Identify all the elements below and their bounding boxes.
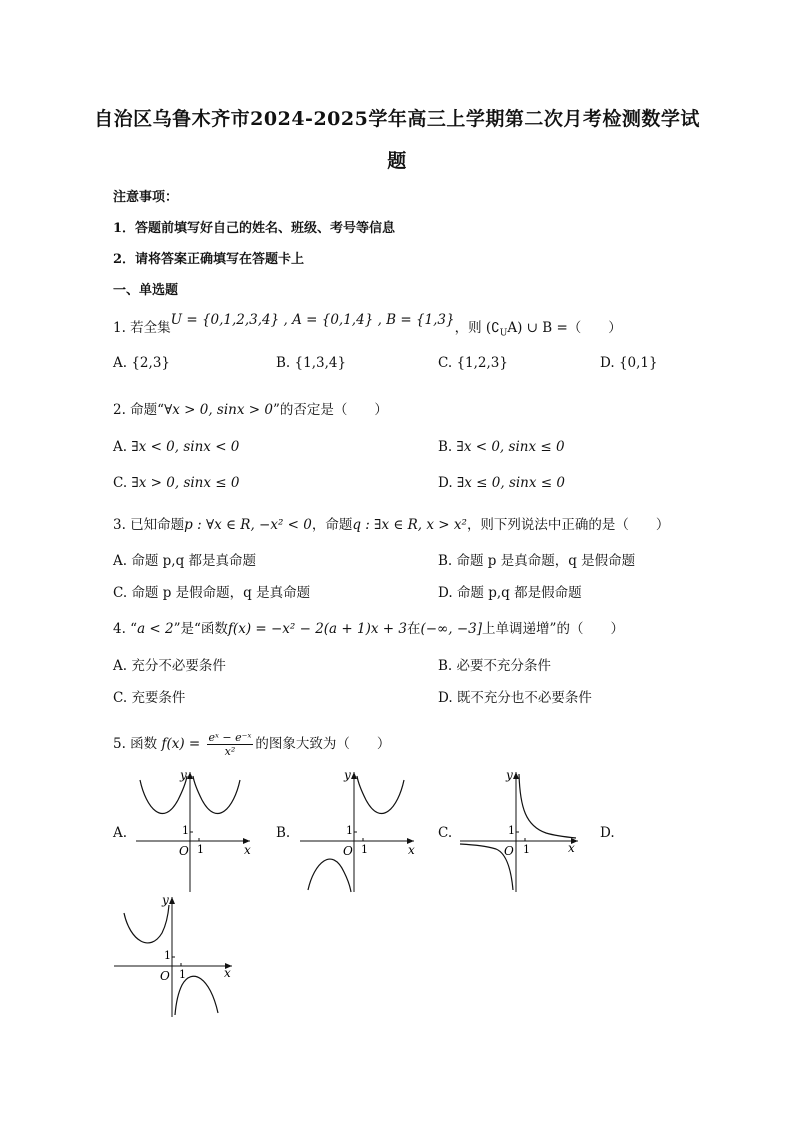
- q5-option-c-label[interactable]: C.: [438, 825, 453, 841]
- q2-option-c[interactable]: [113, 475, 239, 491]
- option-label: B.: [438, 439, 453, 455]
- curve-left: [124, 905, 169, 943]
- q1-option-a[interactable]: [113, 355, 170, 371]
- q5-b: 的图象大致为（ ）: [255, 736, 391, 752]
- graph-a[interactable]: [128, 768, 256, 894]
- q1-sets: U = {0,1,2,3,4} , A = {0,1,4} , B = {1,3}: [170, 312, 455, 328]
- q4-interval: (−∞, −3]: [420, 621, 483, 637]
- curve-right: [357, 776, 404, 813]
- y-arrow-icon: [513, 772, 519, 779]
- option-text: 充要条件: [131, 690, 186, 706]
- option-label: A.: [113, 355, 128, 371]
- option-label: A.: [113, 658, 128, 674]
- curve-left: [308, 859, 351, 892]
- option-label: C.: [113, 585, 128, 601]
- q4-a: 4. “: [113, 621, 138, 637]
- option-text: 既不充分也不必要条件: [456, 690, 592, 706]
- q3-c: ，则下列说法中正确的是（ ）: [466, 517, 670, 533]
- y-arrow-icon: [187, 772, 193, 779]
- q5-option-b-label[interactable]: B.: [276, 825, 291, 841]
- y-label: y: [162, 893, 169, 907]
- exam-title-line2: 题: [387, 150, 407, 172]
- q2-option-a[interactable]: [113, 439, 239, 455]
- q2-prefix: 2. 命题“: [113, 402, 165, 418]
- x-one-label: 1: [523, 843, 530, 856]
- q4-option-b[interactable]: [438, 654, 551, 674]
- notice-heading: 注意事项：: [113, 190, 179, 205]
- q4-func: f(x) = −x² − 2(a + 1)x + 3: [227, 621, 407, 637]
- graph-c[interactable]: [456, 768, 584, 894]
- option-text: {2,3}: [131, 355, 170, 371]
- origin-label: O: [160, 969, 170, 983]
- x-label: x: [408, 843, 415, 857]
- question-4-stem: [113, 617, 624, 637]
- q4-d: 上单调递增”的（ ）: [482, 621, 624, 637]
- exam-title-line1: 自治区乌鲁木齐市2024-2025学年高三上学期第二次月考检测数学试: [94, 108, 700, 130]
- option-text: 命题 p,q 都是假命题: [456, 585, 582, 601]
- notice-item-1: 1．答题前填写好自己的姓名、班级、考号等信息: [113, 221, 396, 236]
- option-label: D.: [600, 355, 615, 371]
- q3-a: 3. 已知命题: [113, 517, 185, 533]
- option-label: D.: [438, 585, 453, 601]
- option-text: ∃x < 0, sinx ≤ 0: [456, 439, 565, 455]
- option-text: 必要不充分条件: [456, 658, 552, 674]
- option-label: C.: [113, 690, 128, 706]
- option-text: 命题 p 是假命题，q 是真命题: [131, 585, 311, 601]
- q2-math: ∀x > 0, sinx > 0: [164, 402, 273, 418]
- q3-option-d[interactable]: [438, 581, 582, 601]
- q2-option-b[interactable]: [438, 439, 565, 455]
- x-label: x: [244, 843, 251, 857]
- option-label: D.: [438, 690, 453, 706]
- x-one-label: 1: [197, 843, 204, 856]
- q3-option-a[interactable]: [113, 549, 256, 569]
- q1-prefix: 1. 若全集: [113, 320, 171, 336]
- q5-fraction: [207, 731, 254, 758]
- q4-option-d[interactable]: [438, 686, 592, 706]
- option-text: 充分不必要条件: [131, 658, 226, 674]
- option-label: B.: [438, 553, 453, 569]
- y-label: y: [506, 768, 513, 782]
- y-one-label: 1: [182, 824, 189, 837]
- option-label: B.: [438, 658, 453, 674]
- y-label: y: [344, 768, 351, 782]
- option-text: ∃x ≤ 0, sinx ≤ 0: [456, 475, 565, 491]
- q4-cond: a < 2: [137, 621, 174, 637]
- question-2-stem: [113, 398, 388, 418]
- graph-d[interactable]: [110, 893, 238, 1019]
- y-one-label: 1: [164, 949, 171, 962]
- q3-p: p : ∀x ∈ R, −x² < 0: [184, 517, 312, 533]
- option-text: ∃x > 0, sinx ≤ 0: [131, 475, 240, 491]
- q3-b: ，命题: [311, 517, 353, 533]
- q1-option-b[interactable]: [276, 355, 346, 371]
- origin-label: O: [179, 844, 189, 858]
- q1-suffix: ，则 (∁: [454, 320, 500, 336]
- option-label: D.: [438, 475, 453, 491]
- y-one-label: 1: [508, 824, 515, 837]
- curve-right: [193, 776, 240, 813]
- question-3-stem: [113, 513, 669, 533]
- origin-label: O: [343, 844, 353, 858]
- y-one-label: 1: [346, 824, 353, 837]
- question-1-stem: [113, 312, 622, 339]
- q4-c: 在: [406, 621, 421, 637]
- q5-option-a-label[interactable]: A.: [113, 825, 128, 841]
- option-text: {0,1}: [618, 355, 658, 371]
- y-arrow-icon: [169, 897, 175, 904]
- option-label: A.: [113, 553, 128, 569]
- q1-option-d[interactable]: [600, 355, 658, 371]
- x-label: x: [568, 841, 575, 855]
- notice-item-2: 2．请将答案正确填写在答题卡上: [113, 252, 305, 267]
- curve-right: [519, 774, 576, 838]
- option-text: 命题 p 是真命题，q 是假命题: [456, 553, 636, 569]
- q5-a: 5. 函数: [113, 736, 158, 752]
- option-text: 命题 p,q 都是真命题: [131, 553, 257, 569]
- y-arrow-icon: [351, 772, 357, 779]
- q5-option-d-label[interactable]: D.: [600, 825, 615, 841]
- q3-option-c[interactable]: [113, 581, 310, 601]
- question-5-stem: [113, 731, 390, 758]
- option-label: B.: [276, 355, 291, 371]
- origin-label: O: [504, 844, 514, 858]
- curve-right: [175, 976, 218, 1015]
- q4-option-a[interactable]: [113, 654, 226, 674]
- option-text: {1,3,4}: [294, 355, 347, 371]
- option-label: C.: [438, 355, 453, 371]
- q2-suffix: ”的否定是（ ）: [272, 402, 388, 418]
- option-label: C.: [113, 475, 128, 491]
- section-heading: 一、单选题: [113, 283, 179, 298]
- q5-f: f(x) =: [161, 736, 201, 752]
- q1-option-c[interactable]: [438, 355, 508, 371]
- y-label: y: [180, 768, 187, 782]
- option-text: ∃x < 0, sinx < 0: [131, 439, 240, 455]
- x-label: x: [224, 966, 231, 980]
- q1-end: A) ∪ B =（ ）: [507, 320, 622, 336]
- q4-b: ”是“函数: [173, 621, 228, 637]
- option-label: A.: [113, 439, 128, 455]
- q3-option-b[interactable]: [438, 549, 635, 569]
- q1-sub: U: [499, 328, 508, 339]
- x-one-label: 1: [361, 843, 368, 856]
- q4-option-c[interactable]: [113, 686, 185, 706]
- q5-denominator: x²: [224, 745, 236, 758]
- graph-b[interactable]: [292, 768, 420, 894]
- q2-option-d[interactable]: [438, 475, 565, 491]
- q3-q: q : ∃x ∈ R, x > x²: [352, 517, 467, 533]
- q5-numerator: eˣ − e⁻ˣ: [208, 731, 252, 744]
- x-one-label: 1: [179, 968, 186, 981]
- option-text: {1,2,3}: [456, 355, 508, 371]
